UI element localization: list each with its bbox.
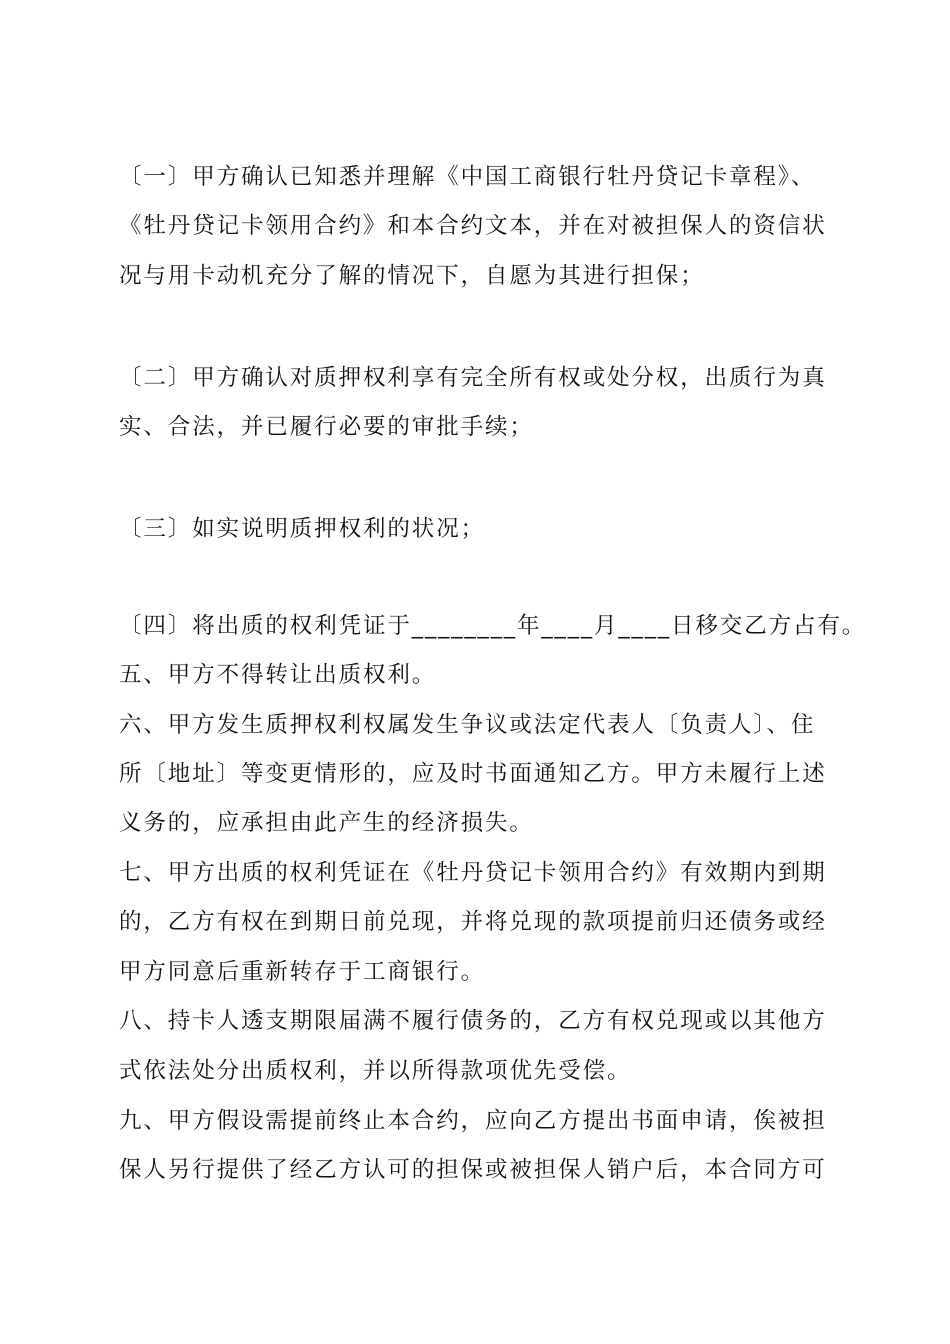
clause-6-line-2: 所〔地址〕等变更情形的，应及时书面通知乙方。甲方未履行上述	[119, 761, 827, 787]
clause-6-line-1: 六、甲方发生质押权利权属发生争议或法定代表人〔负责人〕、住	[119, 712, 816, 738]
clause-7-line-2: 的，乙方有权在到期日前兑现，并将兑现的款项提前归还债务或经	[119, 909, 827, 935]
clause-5-line-1: 五、甲方不得转让出质权利。	[119, 662, 437, 688]
clause-1-line-1: 〔一〕甲方确认已知悉并理解《中国工商银行牡丹贷记卡章程》、	[119, 164, 816, 190]
clause-1-line-3: 况与用卡动机充分了解的情况下，自愿为其进行担保；	[119, 263, 705, 289]
clause-4-line-1: 〔四〕将出质的权利凭证于________年____月____日移交乙方占有。	[119, 613, 867, 639]
clause-9-line-1: 九、甲方假设需提前终止本合约，应向乙方提出书面申请，俟被担	[119, 1108, 827, 1134]
clause-2-line-1: 〔二〕甲方确认对质押权利享有完全所有权或处分权，出质行为真	[119, 365, 827, 391]
clause-6-line-3: 义务的，应承担由此产生的经济损失。	[119, 810, 534, 836]
clause-1-line-2: 《牡丹贷记卡领用合约》和本合约文本，并在对被担保人的资信状	[119, 213, 827, 239]
clause-8-line-2: 式依法处分出质权利，并以所得款项优先受偿。	[119, 1058, 632, 1084]
clause-2-line-2: 实、合法，并已履行必要的审批手续；	[119, 414, 534, 440]
clause-8-line-1: 八、持卡人透支期限届满不履行债务的，乙方有权兑现或以其他方	[119, 1008, 827, 1034]
clause-9-line-2: 保人另行提供了经乙方认可的担保或被担保人销户后，本合同方可	[119, 1157, 827, 1183]
clause-3-line-1: 〔三〕如实说明质押权利的状况；	[119, 516, 486, 542]
clause-7-line-3: 甲方同意后重新转存于工商银行。	[119, 959, 486, 985]
clause-7-line-1: 七、甲方出质的权利凭证在《牡丹贷记卡领用合约》有效期内到期	[119, 860, 827, 886]
